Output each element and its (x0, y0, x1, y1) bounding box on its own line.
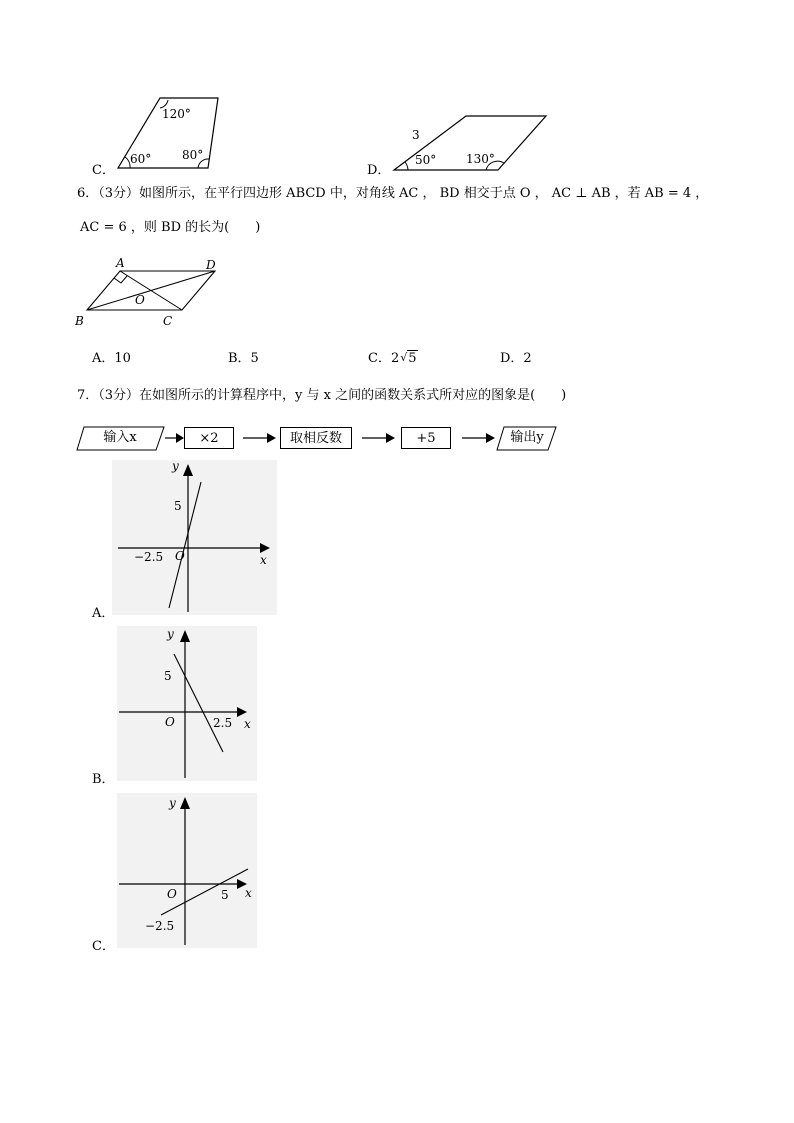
graph-a-y-label: y (172, 460, 179, 473)
graph-a-tick-y: 5 (174, 499, 182, 513)
graph-c-tick-y: −2.5 (145, 919, 175, 933)
parallelogram-d-figure (388, 108, 553, 174)
graph-a (112, 460, 277, 615)
graph-b-origin-label: O (165, 715, 175, 729)
graph-c (117, 793, 257, 948)
graph-a-origin-label: O (175, 549, 185, 563)
vertex-b-label: B (75, 314, 84, 328)
graph-a-tick-x: −2.5 (134, 550, 164, 564)
flow-negate-box: 取相反数 (280, 427, 352, 449)
flow-plus-5-box: +5 (401, 427, 451, 449)
option-c-label: C． (92, 163, 115, 178)
flow-output-label: 输出y (510, 430, 544, 445)
flow-arrow-1 (165, 430, 185, 446)
q6-option-b: B．5 (228, 351, 259, 366)
graph-b (117, 626, 257, 781)
q6-option-d: D．2 (500, 351, 532, 366)
angle-120-label: 120° (162, 107, 191, 121)
flow-arrow-4 (462, 430, 496, 446)
side-3-label: 3 (412, 128, 420, 142)
graph-c-x-label: x (245, 886, 252, 900)
angle-80-label: 80° (182, 148, 204, 162)
vertex-c-label: C (163, 314, 173, 328)
graph-c-origin-label: O (167, 887, 177, 901)
angle-50-label: 50° (415, 153, 437, 167)
flow-arrow-2 (243, 430, 277, 446)
graph-a-x-label: x (260, 553, 267, 567)
angle-130-label: 130° (466, 152, 495, 166)
q6-option-c: C．2√5 (368, 351, 417, 366)
flow-arrow-3 (362, 430, 396, 446)
graph-b-x-label: x (244, 717, 251, 731)
graph-b-y-label: y (167, 627, 174, 641)
point-o-label: O (135, 293, 145, 307)
q6-stem-line1: 6．（3分）如图所示，在平行四边形 ABCD 中，对角线 AC ， BD 相交于点 O ， AC ⊥ AB ，若 AB = 4 ， (77, 186, 709, 201)
graph-c-y-label: y (169, 796, 176, 810)
parallelogram-abcd-figure (72, 252, 222, 332)
angle-60-label: 60° (130, 152, 152, 166)
q6-stem-line2: AC = 6 ，则 BD 的长为( ) (80, 220, 261, 235)
vertex-a-label: A (116, 256, 125, 270)
graph-a-option-label: A． (92, 606, 115, 621)
graph-b-option-label: B． (92, 772, 115, 787)
option-d-label: D． (367, 163, 391, 178)
flow-input-label: 输入x (103, 430, 137, 445)
graph-c-tick-x: 5 (221, 888, 229, 902)
flow-times-2-box: ×2 (184, 427, 234, 449)
vertex-d-label: D (206, 258, 216, 272)
parallelogram-c-figure (110, 92, 230, 172)
q6-option-a: A．10 (92, 351, 131, 366)
graph-c-option-label: C． (92, 939, 115, 954)
graph-b-tick-x: 2.5 (213, 716, 233, 730)
q7-stem: 7．（3分）在如图所示的计算程序中，y 与 x 之间的函数关系式所对应的图象是( ) (77, 388, 567, 403)
graph-b-tick-y: 5 (164, 669, 172, 683)
